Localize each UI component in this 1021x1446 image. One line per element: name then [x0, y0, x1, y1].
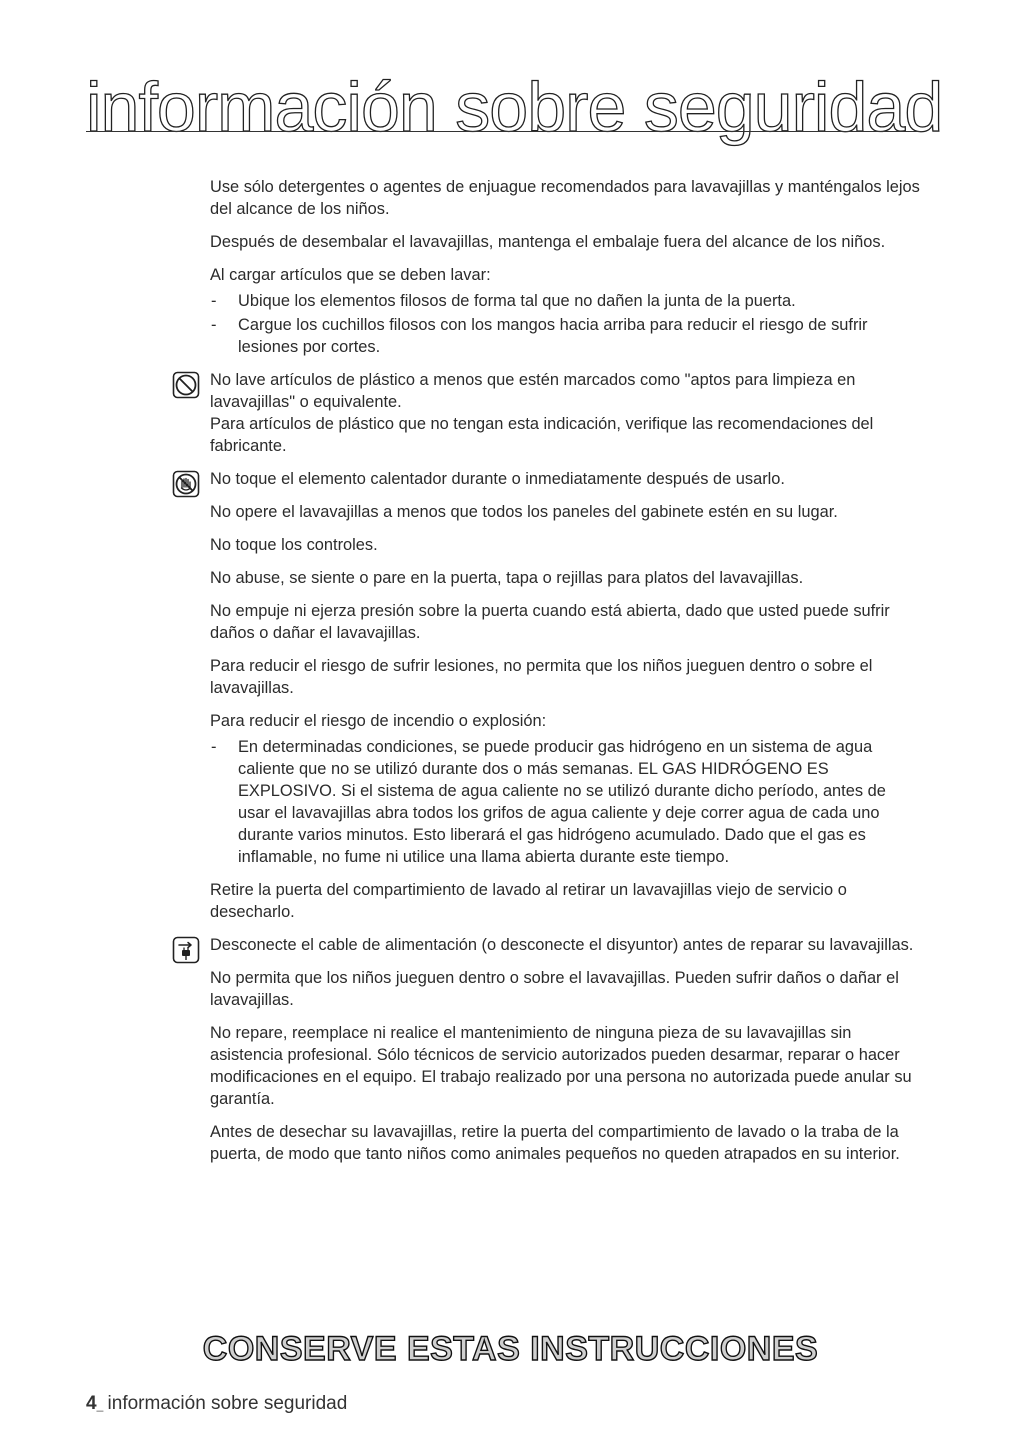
paragraph-door-pressure: No empuje ni ejerza presión sobre la puerta cuando está abierta, dado que usted puede sufrir daños o dañar el lavavajillas. [210, 602, 890, 642]
list-item-text: En determinadas condiciones, se puede producir gas hidrógeno en un sistema de agua caliente que no se utilizó durante dos o más semanas. EL GAS HIDRÓGENO ES EXPLOSIVO. Si el sistema de agua caliente no se utilizó durante dicho período, antes de usar el lavavajillas abra todos los grifos de agua caliente y deje correr agua de cada uno durante varios minutos. Esto liberará el gas hidrógeno acumulado. Dado que el gas es inflamable, no fume ni utilice una llama abierta durante este tiempo. [238, 738, 886, 866]
paragraph-fire-intro: Para reducir el riesgo de incendio o explosión: [210, 712, 547, 730]
prohibited-icon [171, 370, 201, 400]
conserve-heading: CONSERVE ESTAS INSTRUCCIONES [202, 1330, 819, 1368]
paragraph-repair: No repare, reemplace ni realice el mantenimiento de ninguna pieza de su lavavajillas sin asistencia profesional. Sólo técnicos de servicio autorizados pueden desarmar, reparar o hacer modificaciones en el equipo. El trabajo realizado por una persona no autorizada puede anular su garantía. [210, 1024, 912, 1108]
paragraph-loading-intro: Al cargar artículos que se deben lavar: [210, 266, 491, 284]
dash-bullet: - [211, 316, 217, 334]
paragraph-children: Para reducir el riesgo de sufrir lesiones, no permita que los niños jueguen dentro o sobre el lavavajillas. [210, 657, 873, 697]
paragraph-controls: No toque los controles. [210, 536, 378, 554]
fire-list [210, 736, 922, 868]
page-number: 4 [86, 1393, 97, 1414]
footer-text: información sobre seguridad [107, 1393, 348, 1414]
paragraph-plastic [210, 369, 922, 457]
page-footer [86, 1393, 347, 1415]
title-rule [86, 131, 920, 132]
footer-separator: _ [96, 1398, 103, 1412]
paragraph-children-inside: No permita que los niños jueguen dentro o sobre el lavavajillas. Pueden sufrir daños o dañar el lavavajillas. [210, 969, 899, 1009]
plastic-text-1: No lave artículos de plástico a menos que estén marcados como "aptos para limpieza en lavavajillas" o equivalente. [210, 371, 856, 411]
list-item [210, 736, 922, 868]
paragraph-door-abuse: No abuse, se siente o pare en la puerta, tapa o rejillas para platos del lavavajillas. [210, 569, 804, 587]
paragraph-heating-element [210, 468, 922, 490]
dash-bullet: - [211, 292, 217, 310]
paragraph-disconnect [210, 934, 922, 956]
paragraph-disposal: Antes de desechar su lavavajillas, retire la puerta del compartimiento de lavado o la traba de la puerta, de modo que tanto niños como animales pequeños no queden atrapados en su interior. [210, 1123, 900, 1163]
list-item-text: Cargue los cuchillos filosos con los mangos hacia arriba para reducir el riesgo de sufrir lesiones por cortes. [238, 316, 868, 356]
unplug-icon [171, 935, 201, 965]
paragraph-panels: No opere el lavavajillas a menos que todos los paneles del gabinete estén en su lugar. [210, 503, 838, 521]
safety-content [210, 176, 922, 1176]
paragraph-detergents: Use sólo detergentes o agentes de enjuague recomendados para lavavajillas y manténgalos lejos del alcance de los niños. [210, 178, 920, 218]
heating-element-text: No toque el elemento calentador durante o inmediatamente después de usarlo. [210, 470, 785, 488]
paragraph-remove-door: Retire la puerta del compartimiento de lavado al retirar un lavavajillas viejo de servicio o desecharlo. [210, 881, 847, 921]
list-item-text: Ubique los elementos filosos de forma tal que no dañen la junta de la puerta. [238, 292, 796, 310]
plastic-text-2: Para artículos de plástico que no tengan esta indicación, verifique las recomendaciones del fabricante. [210, 415, 874, 455]
page-title: información sobre seguridad [86, 68, 943, 146]
disconnect-text: Desconecte el cable de alimentación (o desconecte el disyuntor) antes de reparar su lavavajillas. [210, 936, 914, 954]
list-item [210, 290, 922, 312]
no-touch-hand-icon [171, 469, 201, 499]
loading-list [210, 290, 922, 358]
list-item [210, 314, 922, 358]
dash-bullet: - [211, 738, 217, 756]
paragraph-packaging: Después de desembalar el lavavajillas, mantenga el embalaje fuera del alcance de los niños. [210, 233, 886, 251]
